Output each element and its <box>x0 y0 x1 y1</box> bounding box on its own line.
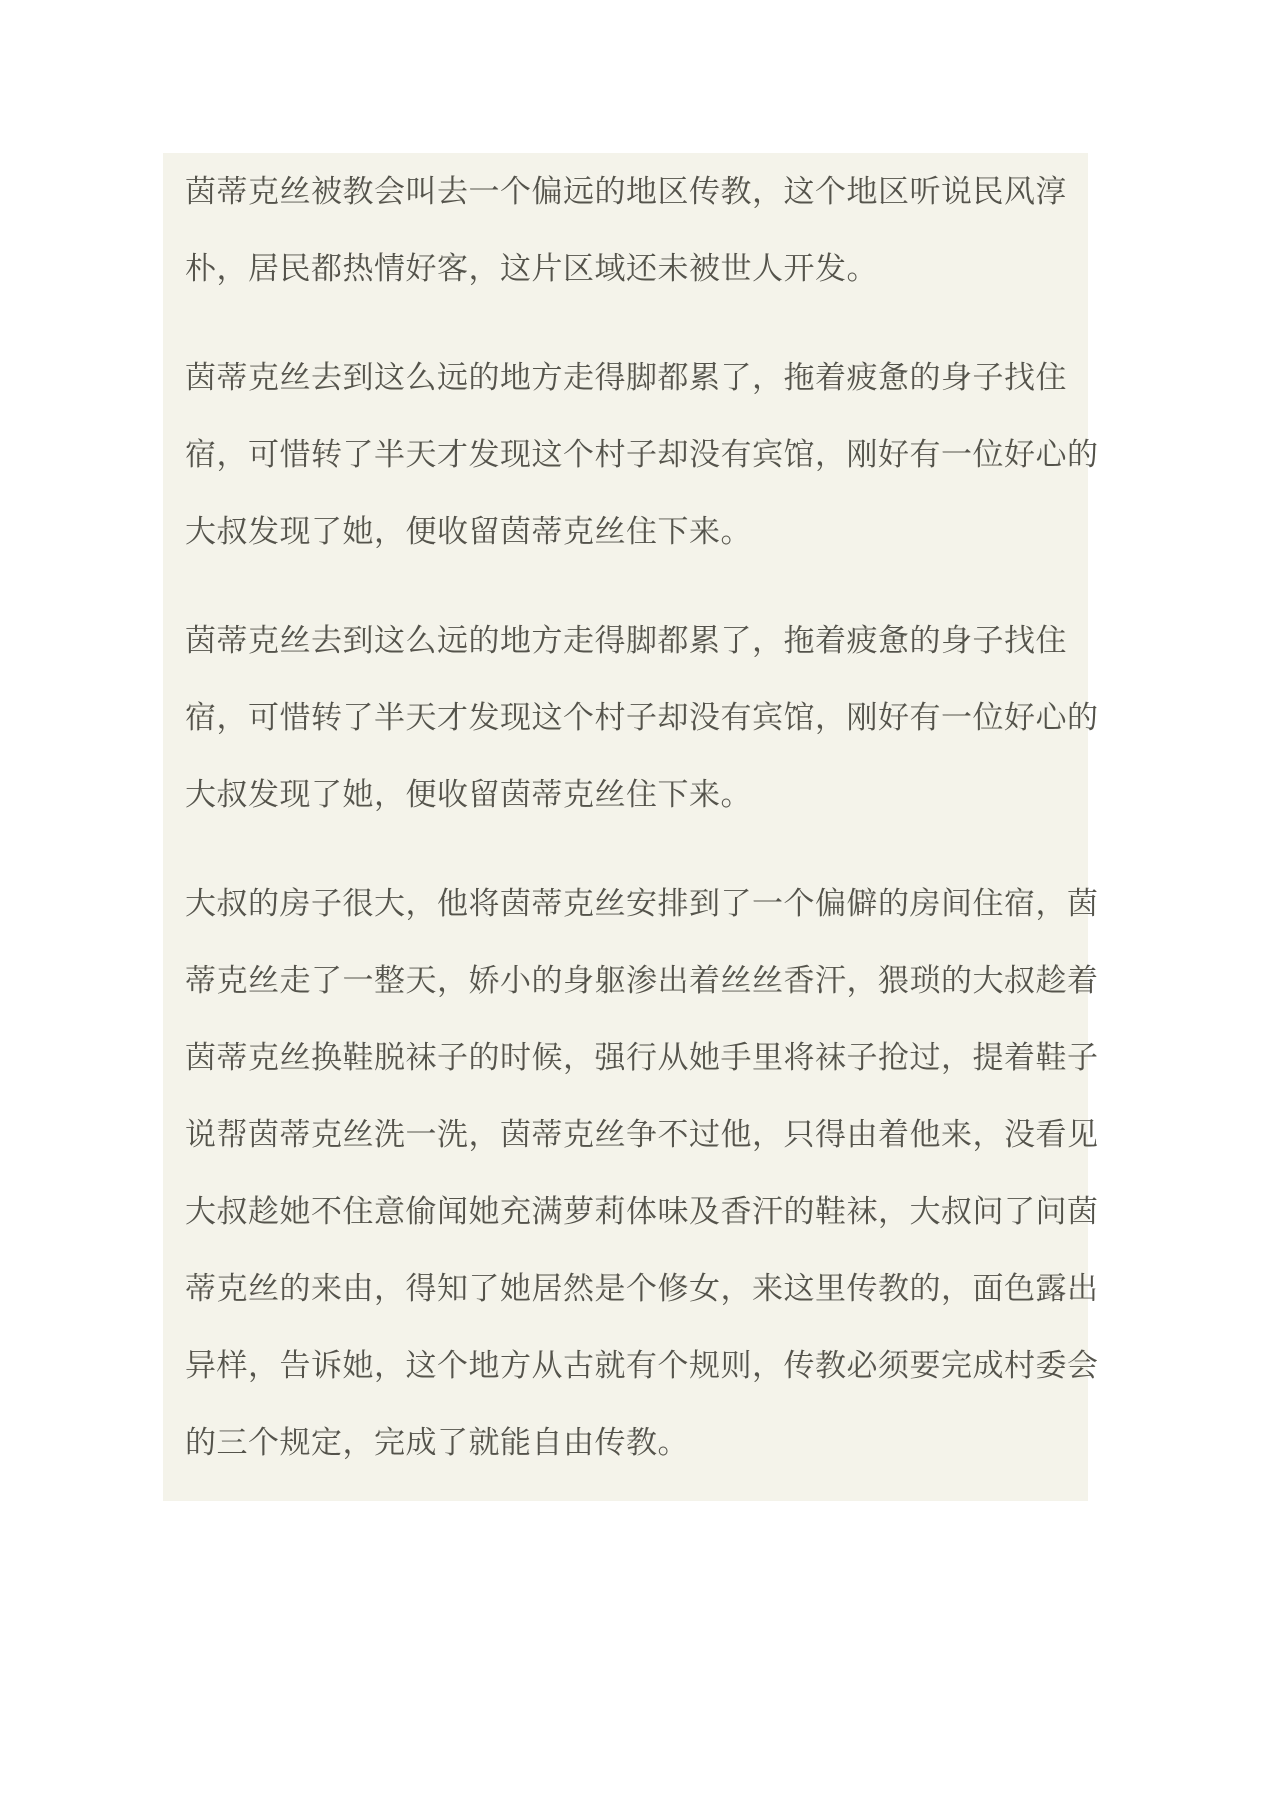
text-line: 茵蒂克丝换鞋脱袜子的时候，强行从她手里将袜子抢过，提着鞋子 <box>185 1040 1099 1075</box>
document-panel <box>163 153 1099 1501</box>
text-line: 大叔趁她不住意偷闻她充满萝莉体味及香汗的鞋袜，大叔问了问茵 <box>185 1194 1099 1229</box>
paragraph <box>185 865 1099 1481</box>
paragraph <box>185 153 1068 307</box>
text-line: 宿，可惜转了半天才发现这个村子却没有宾馆，刚好有一位好心的 <box>185 700 1099 735</box>
text-line: 朴，居民都热情好客，这片区域还未被世人开发。 <box>185 251 878 286</box>
paragraph <box>185 602 1099 833</box>
text-line: 大叔的房子很大，他将茵蒂克丝安排到了一个偏僻的房间住宿，茵 <box>185 886 1099 921</box>
text-line: 宿，可惜转了半天才发现这个村子却没有宾馆，刚好有一位好心的 <box>185 437 1099 472</box>
text-line: 的三个规定，完成了就能自由传教。 <box>185 1425 689 1460</box>
text-line: 蒂克丝的来由，得知了她居然是个修女，来这里传教的，面色露出 <box>185 1271 1099 1306</box>
text-line: 大叔发现了她，便收留茵蒂克丝住下来。 <box>185 777 752 812</box>
text-line: 茵蒂克丝去到这么远的地方走得脚都累了，拖着疲惫的身子找住 <box>185 360 1067 395</box>
text-line: 蒂克丝走了一整天，娇小的身躯渗出着丝丝香汗，猥琐的大叔趁着 <box>185 963 1099 998</box>
text-line: 茵蒂克丝去到这么远的地方走得脚都累了，拖着疲惫的身子找住 <box>185 623 1067 658</box>
text-line: 说帮茵蒂克丝洗一洗，茵蒂克丝争不过他，只得由着他来，没看见 <box>185 1117 1099 1152</box>
text-line: 茵蒂克丝被教会叫去一个偏远的地区传教，这个地区听说民风淳 <box>185 174 1067 209</box>
text-line: 异样，告诉她，这个地方从古就有个规则，传教必须要完成村委会 <box>185 1348 1099 1383</box>
paragraph <box>185 339 1099 570</box>
text-line: 大叔发现了她，便收留茵蒂克丝住下来。 <box>185 514 752 549</box>
